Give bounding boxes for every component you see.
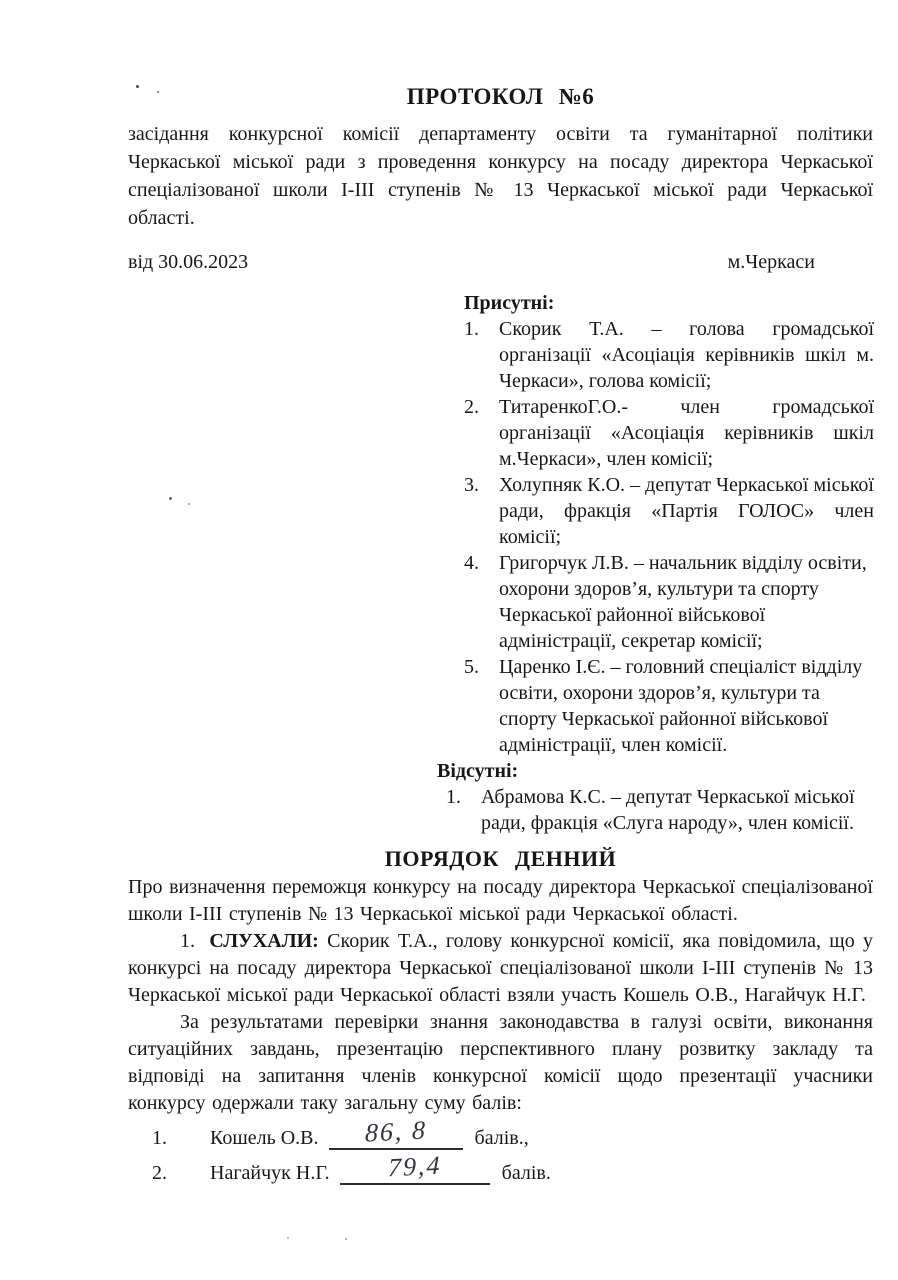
list-item-number: 5.	[464, 656, 479, 678]
list-item-text: ТитаренкоГ.О.- член громадської організації «Асоціація керівників шкіл м.Черкаси», член комісії;	[499, 396, 874, 470]
score-number: 1.	[152, 1127, 167, 1149]
agenda-paragraph: Про визначення переможця конкурсу на посаду директора Черкаської спеціалізованої школи І-ІІІ ступенів № 13 Черкаської міської ради Черкаської області.	[128, 876, 873, 925]
list-item-number: 1.	[446, 786, 461, 808]
absent-list-item	[437, 784, 874, 836]
score-suffix: балів.,	[474, 1127, 529, 1149]
list-item-number: 4.	[464, 552, 479, 574]
absent-heading: Відсутні:	[437, 760, 519, 782]
page-title: ПРОТОКОЛ №6	[406, 84, 595, 109]
list-item-text: Абрамова К.С. – депутат Черкаської міської ради, фракція «Слуга народу», член комісії.	[481, 786, 855, 834]
present-list-item	[437, 316, 874, 394]
present-list	[437, 316, 874, 758]
results-paragraph: За результатами перевірки знання законодавства в галузі освіти, виконання ситуаційних завдань, презентацію перспективного плану розвитку закладу та відповіді на запитання членів конкурсної комісії щодо презентації учасники конкурсу одержали таку загальну суму балів:	[128, 1011, 873, 1114]
candidate-name: Нагайчук Н.Г.	[210, 1162, 330, 1184]
candidate-name: Кошель О.В.	[210, 1127, 319, 1149]
intro-paragraph: засідання конкурсної комісії департаменту освіти та гуманітарної політики Черкаської міської ради з проведення конкурсу на посаду директора Черкаської спеціалізованої школи І-ІІІ ступенів № 13 Черкаської міської ради Черкаської області.	[128, 123, 873, 229]
document-city: м.Черкаси	[727, 251, 815, 273]
present-list-item	[437, 394, 874, 472]
present-list-item	[437, 550, 874, 654]
list-item-text: Холупняк К.О. – депутат Черкаської міської ради, фракція «Партія ГОЛОС» член комісії;	[499, 474, 874, 548]
list-item-text: Скорик Т.А. – голова громадської організації «Асоціація керівників шкіл м. Черкаси», голова комісії;	[499, 318, 874, 392]
list-item-text: Григорчук Л.В. – начальник відділу освіти, охорони здоров’я, культури та спорту Черкаської районної військової адміністрації, секретар комісії;	[499, 552, 867, 652]
date-row	[128, 249, 873, 275]
score-row	[128, 1115, 873, 1152]
present-list-item	[437, 472, 874, 550]
heard-label: СЛУХАЛИ:	[209, 930, 319, 952]
present-heading: Присутні:	[464, 292, 555, 314]
heard-text: Скорик Т.А., голову конкурсної комісії, яка повідомила, що у конкурсі на посаду директора Черкаської спеціалізованої школи І-ІІІ ступенів № 13 Черкаської міської ради Черкаської області взяли участь Кошель О.В., Нагайчук Н.Г.	[128, 930, 874, 1006]
score-suffix: балів.	[501, 1162, 551, 1184]
score-row	[128, 1150, 873, 1187]
list-item-number: 1.	[464, 318, 479, 340]
heard-number: 1.	[180, 930, 195, 952]
score-number: 2.	[152, 1162, 167, 1184]
absent-list	[437, 784, 874, 836]
score-blank-line	[329, 1115, 463, 1150]
heard-paragraph	[128, 928, 873, 1009]
attendance-section	[437, 290, 874, 836]
handwritten-score: 79,4	[387, 1150, 442, 1183]
agenda-heading: ПОРЯДОК ДЕННИЙ	[384, 846, 617, 871]
handwritten-score: 86, 8	[364, 1115, 427, 1148]
list-item-text: Царенко І.Є. – головний спеціаліст відділу освіти, охорони здоров’я, культури та спорту Черкаської районної військової адміністрації, член комісії.	[499, 656, 863, 756]
list-item-number: 3.	[464, 474, 479, 496]
document-date: від 30.06.2023	[128, 251, 249, 273]
present-list-item	[437, 654, 874, 758]
score-blank-line	[340, 1150, 490, 1185]
list-item-number: 2.	[464, 396, 479, 418]
